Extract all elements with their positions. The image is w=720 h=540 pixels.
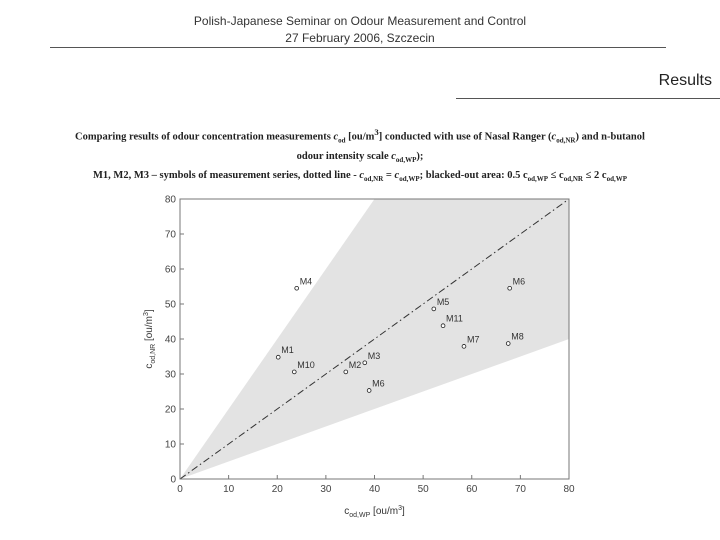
- x-axis-unit-end: ]: [401, 506, 405, 517]
- y-tick-label: 10: [164, 439, 176, 451]
- data-point: [441, 324, 445, 328]
- data-point: [363, 361, 367, 365]
- caption-symbol: c: [394, 169, 400, 181]
- x-tick-label: 80: [563, 484, 575, 495]
- data-point: [295, 286, 299, 290]
- caption-subscript: od,WP: [606, 174, 627, 183]
- caption-text: );: [416, 150, 424, 162]
- data-point: [344, 370, 348, 374]
- caption-text: ) and n-butanol: [575, 131, 645, 143]
- caption-subscript: od: [338, 136, 346, 145]
- x-tick-label: 50: [417, 484, 429, 495]
- caption-symbol: c: [359, 169, 365, 181]
- y-tick-label: 80: [164, 194, 176, 206]
- y-tick-label: 0: [170, 474, 176, 486]
- x-axis-unit: [ou/m: [370, 506, 399, 517]
- point-label: M4: [299, 276, 313, 287]
- caption-text: Comparing results of odour concentration measurements: [75, 131, 334, 143]
- y-axis-unit: [ou/m: [144, 316, 155, 344]
- x-tick-label: 20: [271, 484, 283, 495]
- point-label: M2: [348, 359, 362, 370]
- caption-text: =: [383, 169, 395, 181]
- y-axis-subscript: od,NR: [150, 343, 157, 364]
- point-label: M6: [512, 276, 526, 287]
- x-tick-label: 40: [368, 484, 381, 495]
- caption-text: ≤ c: [548, 169, 564, 181]
- caption-superscript: 3: [374, 127, 379, 137]
- point-label: M7: [466, 334, 480, 345]
- point-label: M5: [436, 296, 450, 307]
- data-point: [432, 307, 436, 311]
- caption-symbol: c: [391, 150, 396, 162]
- seminar-date: 27 February 2006, Szczecin: [285, 31, 435, 45]
- data-point: [462, 344, 466, 348]
- caption-symbol: c: [333, 131, 339, 143]
- y-axis-label: [143, 309, 157, 369]
- svg-text:cod,NR [ou/m3]: [143, 309, 157, 369]
- data-point: [367, 389, 371, 393]
- caption-subscript: od,WP: [527, 174, 549, 183]
- caption-text: ; blacked-out area: 0.5 c: [419, 169, 528, 181]
- caption-text: [ou/m: [345, 131, 375, 143]
- x-axis-symbol: c: [344, 506, 350, 517]
- data-point: [508, 286, 512, 290]
- y-tick-label: 60: [164, 264, 176, 276]
- svg-text:cod,WP [ou/m3]: [344, 505, 405, 519]
- point-label: M1: [281, 345, 294, 356]
- y-axis-unit-end: ]: [144, 309, 155, 313]
- caption-text: ≤ 2 c: [583, 169, 607, 181]
- y-tick-label: 50: [164, 299, 176, 311]
- y-tick-label: 40: [164, 334, 176, 346]
- caption-subscript: od,NR: [364, 174, 384, 183]
- caption-subscript: od,NR: [563, 174, 583, 183]
- point-label: M3: [367, 350, 381, 361]
- caption-text: M1, M2, M3 – symbols of measurement series, dotted line -: [93, 169, 360, 181]
- section-title: Results: [658, 72, 712, 89]
- x-axis-superscript: 3: [398, 505, 402, 512]
- caption-subscript: od,WP: [395, 155, 417, 164]
- point-label: M11: [446, 313, 463, 324]
- caption-symbol: c: [551, 131, 557, 143]
- caption-text: ] conducted with use of Nasal Ranger (: [378, 131, 552, 143]
- x-tick-label: 0: [177, 484, 183, 495]
- y-axis-symbol: c: [144, 363, 155, 369]
- point-label: M8: [511, 331, 524, 342]
- x-tick-label: 10: [223, 484, 235, 495]
- point-label: M6: [372, 378, 385, 389]
- x-tick-label: 30: [320, 484, 332, 495]
- point-label: M10: [297, 359, 315, 370]
- x-tick-label: 70: [514, 484, 526, 495]
- data-point: [506, 342, 510, 346]
- x-axis-subscript: od,WP: [349, 512, 371, 519]
- y-axis-superscript: 3: [143, 312, 150, 317]
- y-tick-label: 30: [164, 369, 176, 381]
- x-tick-label: 60: [466, 484, 478, 495]
- data-point: [276, 355, 280, 359]
- caption-subscript: od,NR: [556, 136, 576, 145]
- data-point: [292, 370, 296, 374]
- seminar-title: Polish-Japanese Seminar on Odour Measurement and Control: [193, 14, 527, 28]
- y-tick-label: 20: [164, 404, 176, 416]
- y-tick-label: 70: [164, 229, 176, 241]
- x-axis-label: [344, 505, 405, 519]
- caption-text: odour intensity scale: [296, 150, 392, 162]
- caption-subscript: od,WP: [399, 174, 420, 183]
